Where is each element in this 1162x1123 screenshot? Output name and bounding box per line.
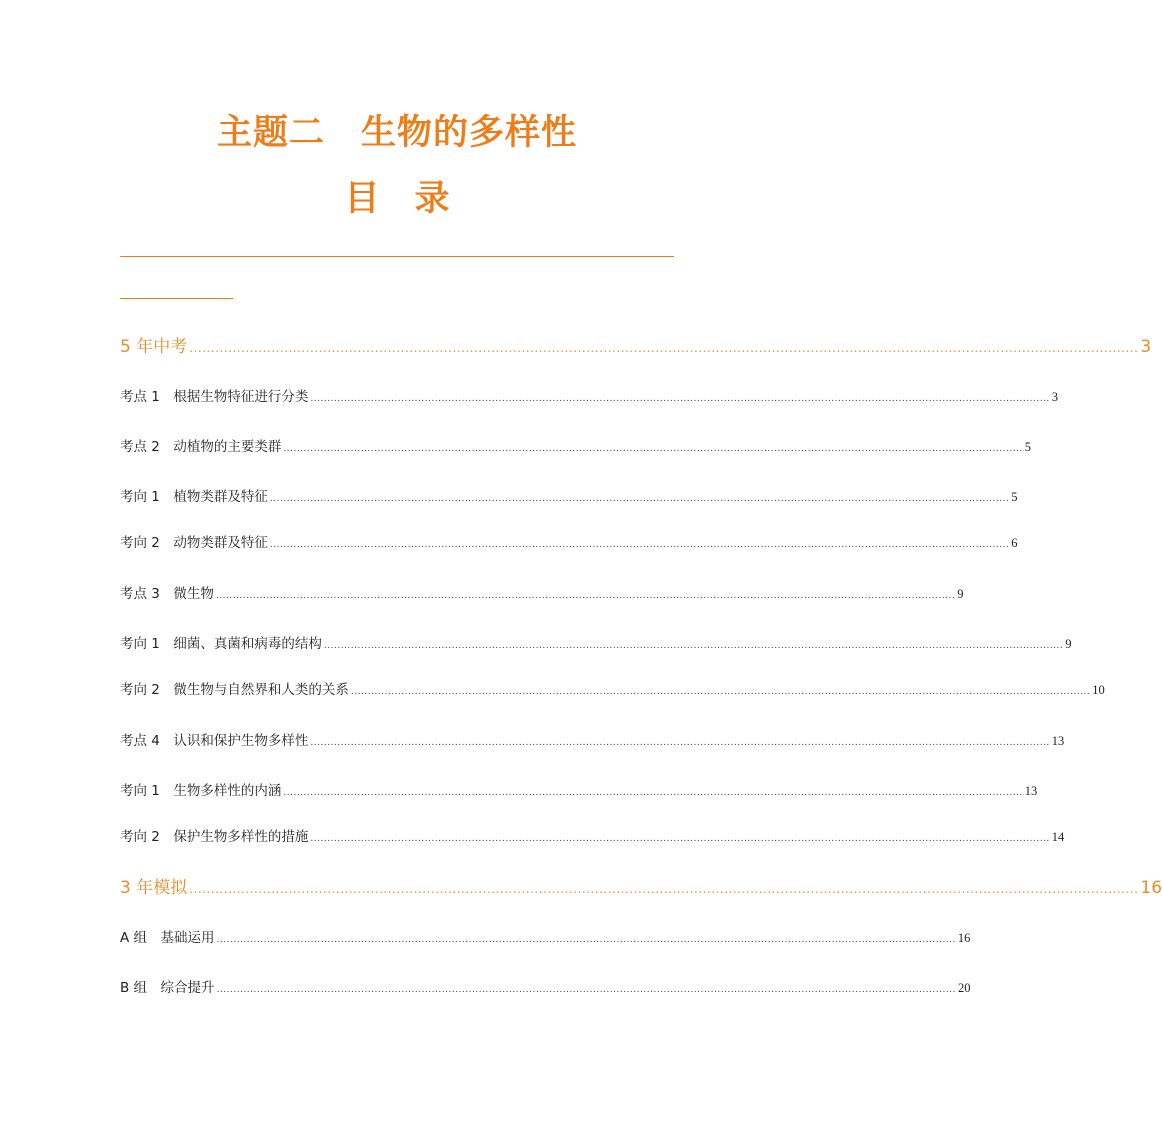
toc-leader: ............................................................................................................................................................................................................................ — [216, 985, 956, 995]
toc-page-number: 16 — [957, 931, 971, 945]
toc-leader: ............................................................................................................................................................................................................................ — [323, 641, 1064, 651]
toc-section-label: 3 年模拟 — [120, 878, 188, 898]
toc-page-number: 20 — [957, 981, 971, 995]
toc-leader: ............................................................................................................................................................................................................................ — [215, 591, 956, 601]
toc-entry-label: 考向 2 动物类群及特征 — [120, 535, 268, 551]
toc-entry[interactable] — [120, 582, 964, 602]
toc-entry-label: 考向 1 细菌、真菌和病毒的结构 — [120, 636, 322, 652]
toc-entry[interactable] — [120, 632, 1072, 652]
toc-entry[interactable] — [120, 825, 1065, 845]
toc-entry-label: 考向 2 微生物与自然界和人类的关系 — [120, 682, 349, 698]
toc-entry[interactable] — [120, 729, 1065, 749]
toc-entry[interactable] — [120, 779, 1038, 799]
toc-page-number: 10 — [1092, 683, 1105, 697]
toc-page-number: 5 — [1011, 490, 1018, 504]
toc-leader: ............................................................................................................................................................................................................................ — [269, 494, 1010, 504]
toc-page-number: 5 — [1024, 440, 1032, 454]
toc-entry-label: 考向 1 植物类群及特征 — [120, 489, 268, 505]
toc-entry-label: 考向 1 生物多样性的内涵 — [120, 783, 282, 799]
page-title: 主题二 生物的多样性 — [216, 113, 577, 153]
toc-leader: ............................................................................................................................................................................................................................ — [310, 834, 1050, 844]
toc-entry[interactable] — [120, 926, 971, 946]
toc-page-number: 14 — [1051, 830, 1065, 844]
toc-page-number: 9 — [1065, 637, 1072, 651]
toc-leader: ............................................................................................................................................................................................................................ — [189, 882, 1139, 896]
toc-leader: ............................................................................................................................................................................................................................ — [283, 444, 1023, 454]
toc-entry[interactable] — [120, 385, 1059, 405]
toc-entry-label: 考点 4 认识和保护生物多样性 — [120, 733, 309, 749]
toc-section-3-year-mock[interactable] — [120, 873, 1162, 898]
toc-entry[interactable] — [120, 531, 1018, 551]
toc-leader: ............................................................................................................................................................................................................................ — [269, 540, 1010, 550]
toc-page-number: 6 — [1011, 536, 1018, 550]
toc-leader: ............................................................................................................................................................................................................................ — [350, 687, 1091, 697]
toc-page-number: 16 — [1140, 878, 1162, 898]
toc-leader: ............................................................................................................................................................................................................................ — [310, 738, 1050, 748]
toc-page-number: 3 — [1140, 337, 1152, 357]
toc-entry[interactable] — [120, 485, 1018, 505]
toc-entry-label: 考点 3 微生物 — [120, 586, 214, 602]
toc-section-label: 5 年中考 — [120, 337, 188, 357]
divider-line-short — [120, 298, 233, 299]
toc-entry-label: 考点 1 根据生物特征进行分类 — [120, 389, 309, 405]
toc-leader: ............................................................................................................................................................................................................................ — [310, 394, 1050, 404]
toc-page-number: 13 — [1051, 734, 1065, 748]
divider-line — [120, 256, 674, 257]
toc-page-number: 9 — [957, 587, 964, 601]
toc-section-5-year-exam[interactable] — [120, 332, 1152, 357]
toc-entry[interactable] — [120, 678, 1105, 698]
toc-page-number: 13 — [1024, 784, 1038, 798]
toc-entry-label: 考点 2 动植物的主要类群 — [120, 439, 282, 455]
toc-entry[interactable] — [120, 976, 971, 996]
toc-entry[interactable] — [120, 435, 1032, 455]
toc-heading: 目 录 — [344, 179, 450, 219]
toc-leader: ............................................................................................................................................................................................................................ — [283, 788, 1023, 798]
toc-entry-label: 考向 2 保护生物多样性的措施 — [120, 829, 309, 845]
toc-page-number: 3 — [1051, 390, 1059, 404]
toc-leader: ............................................................................................................................................................................................................................ — [216, 935, 956, 945]
toc-entry-label: B 组 综合提升 — [120, 980, 215, 996]
toc-entry-label: A 组 基础运用 — [120, 930, 215, 946]
toc-leader: ............................................................................................................................................................................................................................ — [189, 341, 1139, 355]
